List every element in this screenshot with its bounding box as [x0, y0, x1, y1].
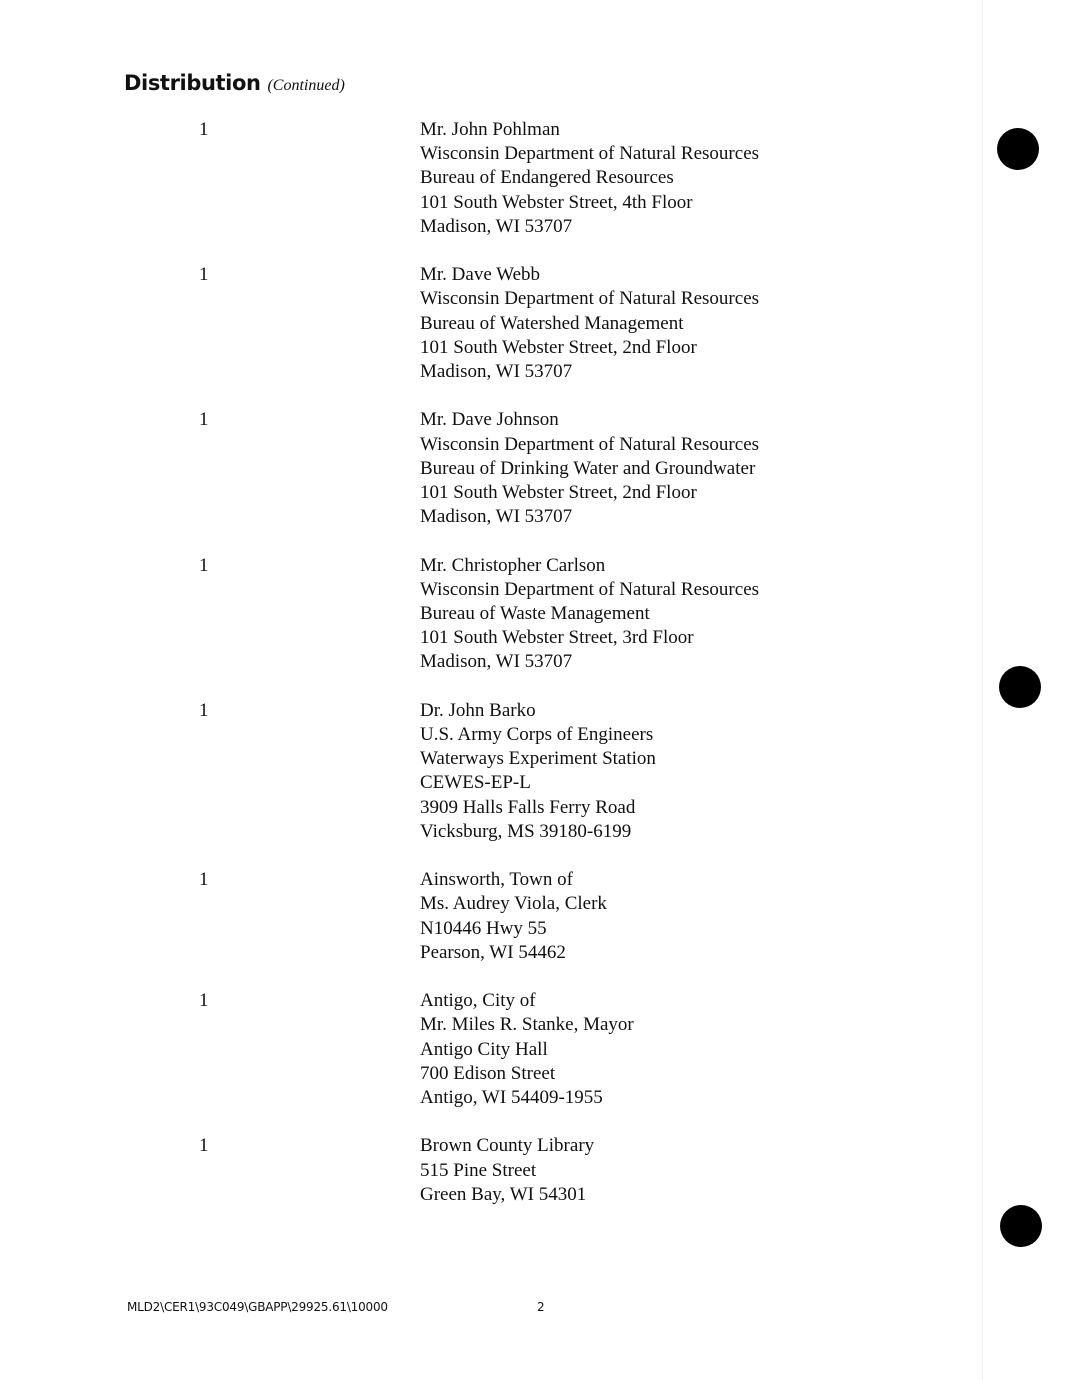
distribution-entry: [0, 699, 1068, 844]
address-line: 515 Pine Street: [420, 1159, 537, 1181]
distribution-entry: [0, 263, 1068, 384]
address-line: Dr. John Barko: [420, 699, 536, 721]
address-line: 101 South Webster Street, 2nd Floor: [420, 336, 697, 358]
address-line: Bureau of Drinking Water and Groundwater: [420, 457, 756, 479]
footer-file-path: MLD2\CER1\93C049\GBAPP\29925.61\10000: [127, 1300, 388, 1314]
entry-quantity: 1: [199, 119, 209, 140]
punch-hole-top: [997, 128, 1039, 170]
distribution-entry: [0, 989, 1068, 1110]
address-line: Antigo, City of: [420, 990, 536, 1012]
punch-hole-bottom: [1000, 1205, 1042, 1247]
address-line: Wisconsin Department of Natural Resources: [420, 578, 760, 600]
address-line: CEWES-EP-L: [420, 772, 531, 794]
entry-quantity: 1: [199, 990, 209, 1012]
heading-continued: (Continued): [267, 77, 345, 94]
address-line: U.S. Army Corps of Engineers: [420, 724, 654, 746]
entry-address: [420, 118, 1068, 239]
entry-quantity: 1: [199, 699, 209, 721]
entry-address: [420, 1134, 1068, 1207]
address-line: Mr. Dave Webb: [420, 264, 541, 286]
address-line: N10446 Hwy 55: [420, 917, 547, 939]
entry-quantity: 1: [199, 1135, 209, 1157]
address-line: Wisconsin Department of Natural Resources: [420, 288, 760, 310]
address-line: 101 South Webster Street, 3rd Floor: [420, 627, 694, 649]
address-line: Mr. Christopher Carlson: [420, 554, 606, 576]
distribution-list: [0, 118, 1068, 1207]
entry-address: [420, 989, 1068, 1110]
address-line: Mr. Dave Johnson: [420, 409, 559, 431]
address-line: Pearson, WI 54462: [420, 941, 566, 963]
address-line: Vicksburg, MS 39180-6199: [420, 820, 632, 842]
entry-address: [420, 408, 1068, 529]
address-line: Mr. John Pohlman: [420, 119, 560, 140]
entry-quantity: 1: [199, 869, 209, 891]
address-line: 101 South Webster Street, 2nd Floor: [420, 482, 697, 504]
address-line: Madison, WI 53707: [420, 651, 573, 673]
punch-hole-middle: [999, 666, 1041, 708]
footer-page-number: 2: [537, 1300, 545, 1314]
address-line: Madison, WI 53707: [420, 506, 573, 528]
distribution-entry: [0, 1134, 1068, 1207]
address-line: Green Bay, WI 54301: [420, 1183, 587, 1205]
address-line: Ms. Audrey Viola, Clerk: [420, 893, 607, 915]
address-line: Mr. Miles R. Stanke, Mayor: [420, 1014, 634, 1036]
address-line: Waterways Experiment Station: [420, 748, 656, 770]
address-line: 101 South Webster Street, 4th Floor: [420, 191, 693, 213]
address-line: 3909 Halls Falls Ferry Road: [420, 796, 636, 818]
address-line: Brown County Library: [420, 1135, 595, 1157]
entry-address: [420, 554, 1068, 675]
address-line: Bureau of Watershed Management: [420, 312, 684, 334]
address-line: Bureau of Endangered Resources: [420, 167, 674, 189]
address-line: Madison, WI 53707: [420, 361, 573, 383]
distribution-entry: [0, 408, 1068, 529]
entry-address: [420, 868, 1068, 965]
entry-address: [420, 263, 1068, 384]
heading-title: Distribution: [124, 71, 261, 95]
entry-quantity: 1: [199, 264, 209, 286]
address-line: Antigo City Hall: [420, 1038, 548, 1060]
address-line: Wisconsin Department of Natural Resources: [420, 433, 760, 455]
address-line: Bureau of Waste Management: [420, 603, 650, 625]
distribution-entry: [0, 868, 1068, 965]
entry-quantity: 1: [199, 554, 209, 576]
entry-quantity: 1: [199, 409, 209, 431]
distribution-entry: [0, 118, 1068, 239]
entry-address: [420, 699, 1068, 844]
address-line: Ainsworth, Town of: [420, 869, 573, 891]
page-heading: [124, 71, 345, 95]
distribution-entry: [0, 554, 1068, 675]
address-line: Antigo, WI 54409-1955: [420, 1087, 603, 1109]
address-line: Wisconsin Department of Natural Resources: [420, 143, 760, 165]
address-line: 700 Edison Street: [420, 1062, 556, 1084]
address-line: Madison, WI 53707: [420, 215, 573, 237]
